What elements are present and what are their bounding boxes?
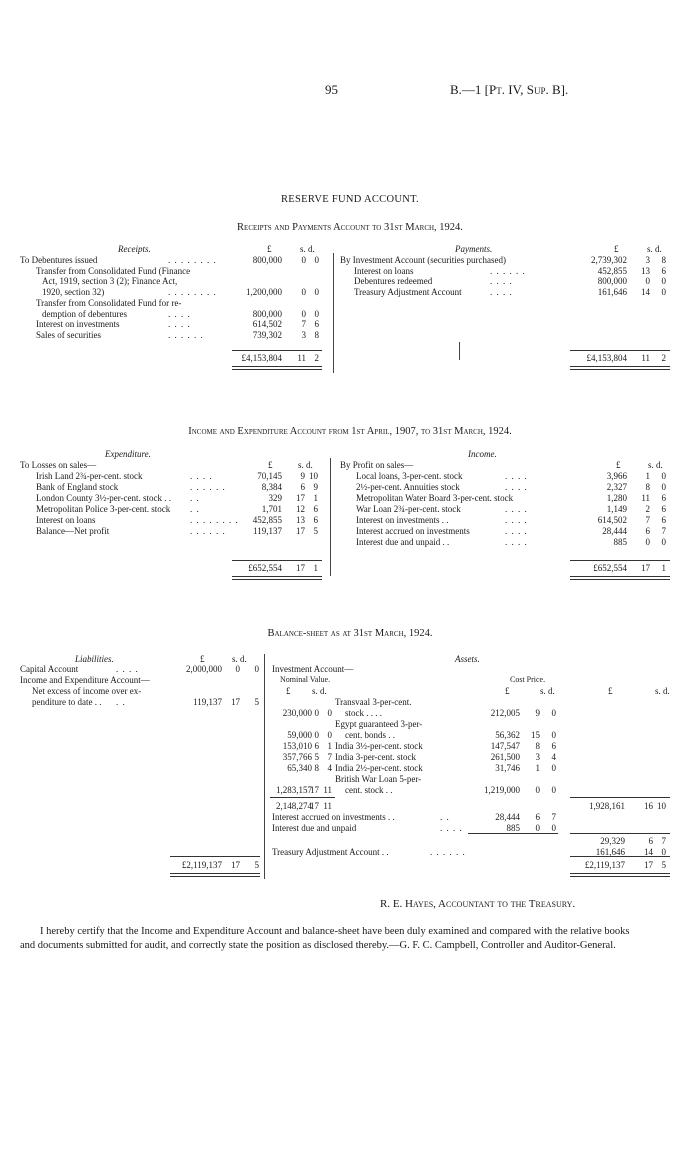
payment-amount-pence: 0: [661, 276, 666, 286]
cost-price-pence: 4: [551, 752, 556, 762]
liability-amount-pounds: 119,137: [193, 697, 222, 707]
liability-amount-pounds: 2,000,000: [186, 664, 222, 674]
cost-price-pounds: 31,746: [495, 763, 520, 773]
leader-dots: . . . . . .: [190, 482, 226, 492]
receipt-amount-pence: 0: [314, 309, 319, 319]
nominal-value-shillings: 17: [310, 785, 319, 795]
income-amount-pence: 0: [661, 482, 666, 492]
leader-dots: . . . .: [490, 276, 513, 286]
expenditure-amount-pounds: 8,384: [261, 482, 282, 492]
nominal-value-pence: 11: [323, 785, 332, 795]
nominal-value-pounds: 59,000: [287, 730, 312, 740]
col-pound: £: [200, 654, 205, 664]
leader-dots: . . . . . . . .: [190, 515, 239, 525]
col-sd: s. d.: [540, 686, 555, 696]
col-sd: s. d.: [312, 686, 327, 696]
interest-subtotal-amount-pounds: 29,329: [600, 836, 625, 846]
nominal-value-shillings: 6: [314, 741, 319, 751]
nominal-value-shillings: 8: [314, 763, 319, 773]
nominal-value-pounds: 65,340: [287, 763, 312, 773]
nominal-value-shillings: 5: [314, 752, 319, 762]
entry-label: By Profit on sales—: [340, 460, 414, 470]
rule-line: [570, 560, 670, 561]
double-rule: [570, 873, 670, 877]
leader-dots: . . . . . .: [490, 266, 526, 276]
entry-label: Interest due and unpaid: [272, 823, 357, 833]
income-amount-pence: 0: [661, 537, 666, 547]
treasury-amount-pence: 0: [661, 847, 666, 857]
rule-line: [170, 856, 260, 857]
income-amount-pounds: 3,966: [606, 471, 627, 481]
expenditure-heading: Expenditure.: [105, 449, 151, 459]
nominal-total-amount-pence: 11: [323, 801, 332, 811]
leader-dots: . . . .: [168, 319, 191, 329]
income-amount-pounds: 885: [613, 537, 627, 547]
receipt-total-amount-pence: 2: [314, 353, 319, 363]
entry-label: Sales of securities: [36, 330, 101, 340]
cost-total-amount-shillings: 16: [644, 801, 653, 811]
rule-line: [232, 560, 322, 561]
receipt-amount-pounds: 1,200,000: [246, 287, 282, 297]
nominal-value-pence: 1: [327, 741, 332, 751]
page-title: RESERVE FUND ACCOUNT.: [281, 194, 419, 205]
receipt-amount-pounds: 800,000: [252, 255, 282, 265]
entry-label: demption of debentures: [42, 309, 127, 319]
receipt-amount-pounds: 614,502: [252, 319, 282, 329]
security-name: India 2½-per-cent. stock: [335, 763, 423, 773]
leader-dots: . . . .: [505, 537, 528, 547]
page-number: 95: [325, 82, 338, 97]
interest-due-amount-pence: 0: [551, 823, 556, 833]
entry-label: penditure to date . .: [32, 697, 102, 707]
cost-price-pence: 6: [551, 741, 556, 751]
receipt-amount-shillings: 0: [301, 287, 306, 297]
liability-amount-pence: 0: [254, 664, 259, 674]
income-amount-shillings: 8: [645, 482, 650, 492]
income-amount-pence: 7: [661, 526, 666, 536]
leader-dots: . . . . . .: [430, 847, 466, 857]
double-rule: [232, 366, 322, 370]
col-pound: £: [616, 460, 621, 470]
rule-line: [570, 833, 670, 834]
cost-price-shillings: 8: [535, 741, 540, 751]
nominal-value-pence: 4: [327, 763, 332, 773]
cost-price-pence: 0: [551, 763, 556, 773]
receipt-amount-shillings: 3: [301, 330, 306, 340]
entry-label: Interest accrued on investments . .: [272, 812, 395, 822]
liability-total-amount-pence: 5: [254, 860, 259, 870]
entry-label: Balance—Net profit: [36, 526, 110, 536]
receipts-heading: Receipts.: [118, 244, 151, 254]
expenditure-amount-shillings: 17: [296, 526, 305, 536]
double-rule: [570, 366, 670, 370]
col-pound: £: [268, 460, 273, 470]
cost-price-shillings: 9: [535, 708, 540, 718]
payment-total-amount-pounds: £4,153,804: [586, 353, 627, 363]
interest-accrued-amount-pounds: 28,444: [495, 812, 520, 822]
col-pound: £: [505, 686, 510, 696]
expenditure-amount-shillings: 17: [296, 493, 305, 503]
col-sd: s. d.: [232, 654, 247, 664]
entry-label: Interest due and unpaid . .: [356, 537, 450, 547]
cost-price-pounds: 261,500: [490, 752, 520, 762]
col-pound: £: [286, 686, 291, 696]
entry-label: Metropolitan Police 3-per-cent. stock: [36, 504, 171, 514]
cost-price-pounds: 56,362: [495, 730, 520, 740]
leader-dots: . . . . . .: [190, 526, 226, 536]
col-sd: s. d.: [647, 244, 662, 254]
security-name: stock . . . .: [345, 708, 382, 718]
cost-total-amount-pounds: 1,928,161: [589, 801, 625, 811]
double-rule: [170, 873, 260, 877]
payment-amount-pence: 0: [661, 287, 666, 297]
interest-subtotal-amount-shillings: 6: [648, 836, 653, 846]
nominal-value-pounds: 230,000: [282, 708, 312, 718]
expenditure-amount-shillings: 6: [300, 482, 305, 492]
leader-dots: . . . .: [505, 504, 528, 514]
receipt-amount-pence: 0: [314, 255, 319, 265]
col-sd: s. d.: [300, 244, 315, 254]
cost-price-pence: 0: [551, 730, 556, 740]
leader-dots: . . . .: [190, 471, 213, 481]
leader-dots: . . . .: [505, 526, 528, 536]
nominal-total-amount-shillings: 17: [310, 801, 319, 811]
payment-amount-pence: 6: [661, 266, 666, 276]
security-name: Transvaal 3-per-cent.: [335, 697, 412, 707]
receipts-payments-subtitle: Receipts and Payments Account to 31st March, 1924.: [237, 222, 463, 233]
nominal-value-pounds: 153,010: [282, 741, 312, 751]
payment-amount-pence: 8: [661, 255, 666, 265]
liability-total-amount-pounds: £2,119,137: [181, 860, 222, 870]
entry-label: Interest on investments: [36, 319, 120, 329]
assets-total-amount-shillings: 17: [644, 860, 653, 870]
leader-dots: . . . .: [440, 823, 463, 833]
interest-subtotal-amount-pence: 7: [661, 836, 666, 846]
receipt-amount-pence: 8: [314, 330, 319, 340]
income-amount-pounds: 1,280: [606, 493, 627, 503]
entry-label: To Debentures issued: [20, 255, 98, 265]
col-sd: s. d.: [648, 460, 663, 470]
expenditure-amount-shillings: 9: [300, 471, 305, 481]
liabilities-heading: Liabilities.: [75, 654, 114, 664]
entry-label: Interest on loans: [36, 515, 96, 525]
liability-amount-shillings: 17: [231, 697, 240, 707]
interest-due-amount-pounds: 885: [506, 823, 520, 833]
receipt-amount-pounds: 800,000: [252, 309, 282, 319]
nominal-value-shillings: 0: [314, 708, 319, 718]
cost-price-pence: 0: [551, 708, 556, 718]
assets-total-amount-pounds: £2,119,137: [584, 860, 625, 870]
income-amount-pounds: 1,149: [606, 504, 627, 514]
cost-price-pounds: 212,005: [490, 708, 520, 718]
entry-label: 1920, section 32): [42, 287, 105, 297]
auditor-certification: I hereby certify that the Income and Expenditure Account and balance-sheet have been duly examined and compared with the relative books and documents submitted for audit, and correctly state the position as disclosed thereby.—G. F. C. Campbell, Controller and Auditor-General.: [20, 926, 630, 951]
nominal-value-pence: 0: [327, 708, 332, 718]
assets-heading: Assets.: [455, 654, 480, 664]
interest-accrued-amount-shillings: 6: [535, 812, 540, 822]
cost-price-shillings: 15: [531, 730, 540, 740]
income-amount-shillings: 11: [641, 493, 650, 503]
entry-label: London County 3½-per-cent. stock . .: [36, 493, 172, 503]
leader-dots: . . . .: [505, 482, 528, 492]
income-amount-pounds: 2,327: [606, 482, 627, 492]
income-amount-pounds: 28,444: [602, 526, 627, 536]
payments-heading: Payments.: [455, 244, 493, 254]
receipt-amount-shillings: 0: [301, 309, 306, 319]
rule-line: [232, 350, 322, 351]
security-name: British War Loan 5-per-: [335, 774, 422, 784]
leader-dots: . . . . . . . .: [168, 255, 217, 265]
investment-account-heading: Investment Account—: [272, 664, 354, 674]
income-total-amount-pounds: £652,554: [593, 563, 627, 573]
entry-label: Interest accrued on investments: [356, 526, 470, 536]
cost-price-pounds: 147,547: [490, 741, 520, 751]
income-amount-pounds: 614,502: [597, 515, 627, 525]
income-amount-pence: 6: [661, 504, 666, 514]
income-amount-pence: 0: [661, 471, 666, 481]
rule-line: [570, 856, 670, 857]
cost-price-shillings: 0: [535, 785, 540, 795]
cost-price-pence: 0: [551, 785, 556, 795]
cost-price-pounds: 1,219,000: [484, 785, 520, 795]
leader-dots: . .: [440, 812, 450, 822]
expenditure-amount-shillings: 12: [296, 504, 305, 514]
expenditure-amount-pence: 6: [313, 515, 318, 525]
income-total-amount-pence: 1: [661, 563, 666, 573]
payment-amount-pounds: 800,000: [597, 276, 627, 286]
income-amount-pence: 6: [661, 515, 666, 525]
liability-total-amount-shillings: 17: [231, 860, 240, 870]
payment-total-amount-pence: 2: [661, 353, 666, 363]
treasury-amount-pounds: 161,646: [595, 847, 625, 857]
leader-dots: . . . .: [490, 287, 513, 297]
payment-amount-pounds: 2,739,302: [591, 255, 627, 265]
receipt-amount-pounds: 739,302: [252, 330, 282, 340]
entry-label: To Losses on sales—: [20, 460, 97, 470]
expenditure-amount-pounds: 119,137: [253, 526, 282, 536]
receipt-total-amount-shillings: 11: [297, 353, 306, 363]
security-name: India 3-per-cent. stock: [335, 752, 417, 762]
income-total-amount-shillings: 17: [641, 563, 650, 573]
entry-label: Transfer from Consolidated Fund (Finance: [36, 266, 191, 276]
expenditure-total-amount-pence: 1: [313, 563, 318, 573]
entry-label: Treasury Adjustment Account: [354, 287, 462, 297]
payment-amount-shillings: 13: [641, 266, 650, 276]
treasury-amount-shillings: 14: [644, 847, 653, 857]
entry-label: Metropolitan Water Board 3-per-cent. stock: [356, 493, 514, 503]
col-sd: s. d.: [655, 686, 670, 696]
payment-amount-shillings: 14: [641, 287, 650, 297]
entry-label: Capital Account: [20, 664, 79, 674]
expenditure-amount-pence: 6: [313, 504, 318, 514]
income-expenditure-subtitle: Income and Expenditure Account from 1st April, 1907, to 31st March, 1924.: [188, 426, 512, 437]
leader-dots: . . . .: [505, 471, 528, 481]
income-heading: Income.: [468, 449, 497, 459]
column-divider: [333, 253, 334, 373]
double-rule: [570, 576, 670, 580]
entry-label: Interest on investments . .: [356, 515, 449, 525]
payment-amount-pounds: 161,646: [597, 287, 627, 297]
document-reference: B.—1 [Pt. IV, Sup. B].: [450, 82, 569, 97]
entry-label: 2½-per-cent. Annuities stock: [356, 482, 460, 492]
security-name: cent. bonds . .: [345, 730, 395, 740]
col-pound: £: [608, 686, 613, 696]
expenditure-amount-pence: 1: [313, 493, 318, 503]
entry-label: Irish Land 2¾-per-cent. stock: [36, 471, 143, 481]
payment-total-amount-shillings: 11: [641, 353, 650, 363]
expenditure-total-amount-shillings: 17: [296, 563, 305, 573]
income-amount-pence: 6: [661, 493, 666, 503]
liability-amount-pence: 5: [254, 697, 259, 707]
payment-amount-pounds: 452,855: [597, 266, 627, 276]
income-amount-shillings: 0: [645, 537, 650, 547]
leader-dots: . .: [190, 504, 200, 514]
rule-line: [270, 797, 335, 798]
receipt-amount-shillings: 0: [301, 255, 306, 265]
income-amount-shillings: 2: [645, 504, 650, 514]
entry-label: Treasury Adjustment Account . .: [272, 847, 389, 857]
leader-dots: . . . .: [505, 515, 528, 525]
column-divider: [330, 458, 331, 576]
expenditure-total-amount-pounds: £652,554: [248, 563, 282, 573]
entry-label: Net excess of income over ex-: [32, 686, 142, 696]
leader-dots: . .: [190, 493, 200, 503]
nominal-value-pence: 7: [327, 752, 332, 762]
nominal-value-heading: Nominal Value.: [280, 675, 331, 684]
accountant-signature: R. E. Hayes, Accountant to the Treasury.: [380, 898, 576, 910]
rule-line: [570, 350, 670, 351]
leader-dots: . . . .: [116, 664, 139, 674]
nominal-value-pence: 0: [327, 730, 332, 740]
expenditure-amount-pounds: 70,145: [257, 471, 282, 481]
assets-total-amount-pence: 5: [661, 860, 666, 870]
income-amount-shillings: 7: [645, 515, 650, 525]
receipt-amount-shillings: 7: [301, 319, 306, 329]
nominal-value-shillings: 0: [314, 730, 319, 740]
entry-label: By Investment Account (securities purchased): [340, 255, 506, 265]
expenditure-amount-pounds: 1,701: [261, 504, 282, 514]
balance-sheet-subtitle: Balance-sheet as at 31st March, 1924.: [267, 628, 433, 639]
entry-label: Bank of England stock: [36, 482, 119, 492]
income-amount-shillings: 6: [645, 526, 650, 536]
expenditure-amount-pence: 10: [309, 471, 318, 481]
column-divider: [459, 342, 460, 360]
leader-dots: . .: [116, 697, 126, 707]
liability-amount-shillings: 0: [235, 664, 240, 674]
expenditure-amount-pence: 9: [313, 482, 318, 492]
cost-price-shillings: 3: [535, 752, 540, 762]
cost-price-heading: Cost Price.: [510, 675, 546, 684]
receipt-amount-pence: 6: [314, 319, 319, 329]
entry-label: Act, 1919, section 3 (2); Finance Act,: [42, 276, 178, 286]
entry-label: Interest on loans: [354, 266, 414, 276]
entry-label: War Loan 2¾-per-cent. stock: [356, 504, 461, 514]
double-rule: [232, 576, 322, 580]
cost-total-amount-pence: 10: [657, 801, 666, 811]
leader-dots: . . . . . .: [168, 330, 204, 340]
payment-amount-shillings: 3: [645, 255, 650, 265]
interest-due-amount-shillings: 0: [535, 823, 540, 833]
entry-label: Transfer from Consolidated Fund for re-: [36, 298, 182, 308]
security-name: India 3½-per-cent. stock: [335, 741, 423, 751]
expenditure-amount-pence: 5: [313, 526, 318, 536]
col-sd: s. d.: [298, 460, 313, 470]
entry-label: Debentures redeemed: [354, 276, 433, 286]
col-pound: £: [614, 244, 619, 254]
expenditure-amount-pounds: 329: [268, 493, 282, 503]
receipt-amount-pence: 0: [314, 287, 319, 297]
receipt-total-amount-pounds: £4,153,804: [241, 353, 282, 363]
interest-accrued-amount-pence: 7: [551, 812, 556, 822]
expenditure-amount-pounds: 452,855: [252, 515, 282, 525]
leader-dots: . . . . . . . .: [168, 287, 217, 297]
security-name: cent. stock . .: [345, 785, 393, 795]
entry-label: Local loans, 3-per-cent. stock: [356, 471, 463, 481]
expenditure-amount-shillings: 13: [296, 515, 305, 525]
nominal-value-pounds: 1,283,157: [276, 785, 312, 795]
rule-line: [468, 833, 558, 834]
cost-price-shillings: 1: [535, 763, 540, 773]
col-pound: £: [267, 244, 272, 254]
payment-amount-shillings: 0: [645, 276, 650, 286]
income-amount-shillings: 1: [645, 471, 650, 481]
security-name: Egypt guaranteed 3-per-: [335, 719, 423, 729]
entry-label: Income and Expenditure Account—: [20, 675, 150, 685]
leader-dots: . . . .: [168, 309, 191, 319]
nominal-value-pounds: 357,766: [282, 752, 312, 762]
nominal-total-amount-pounds: 2,148,274: [276, 801, 312, 811]
rule-line: [570, 797, 670, 798]
